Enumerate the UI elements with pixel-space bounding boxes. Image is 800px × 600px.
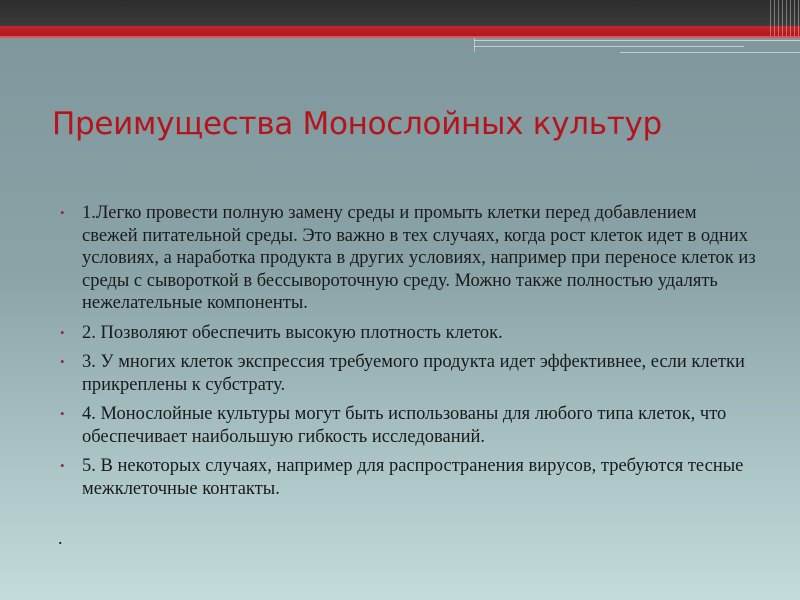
list-item	[56, 403, 756, 448]
header-accent-line	[0, 36, 800, 38]
list-item-text: 2. Позволяют обеспечить высокую плотность клеток.	[82, 322, 503, 343]
list-item	[56, 351, 756, 396]
bullet-icon: •	[60, 324, 65, 340]
list-item-text: 4. Монослойные культуры могут быть использованы для любого типа клеток, что обеспечивает наибольшую гибкость исследований.	[82, 404, 727, 447]
trailing-text: .	[58, 528, 63, 548]
decor-line	[620, 52, 800, 53]
list-item	[56, 202, 756, 315]
bullet-icon: •	[60, 354, 65, 369]
header-pinstripes	[770, 0, 800, 36]
list-item-text: 1.Легко провести полную замену среды и промыть клетки перед добавлением свежей питательной среды. Это важно в тех случаях, когда рост клеток идет в одних условиях, а наработка продукта в других условиях, например при переносе клеток из среды с сывороткой в бессывороточную среду. Можно также полностью удалять нежелательные компоненты.	[82, 203, 756, 313]
list-item-text: 3. У многих клеток экспрессия требуемого продукта идет эффективнее, если клетки прикреплены к субстрату.	[82, 352, 745, 395]
decor-line	[474, 40, 800, 41]
header-dark-band	[0, 0, 800, 26]
bullet-icon: •	[60, 205, 65, 220]
list-item	[56, 455, 756, 500]
bullet-list	[56, 202, 756, 507]
bullet-icon: •	[60, 458, 65, 473]
list-item-text: 5. В некоторых случаях, например для распространения вирусов, требуются тесные межклеточные контакты.	[82, 456, 744, 499]
list-item	[56, 322, 756, 345]
decor-vertical-line	[474, 38, 475, 52]
bullet-icon: •	[60, 406, 65, 421]
slide-title: Преимущества Монослойных культур	[52, 106, 662, 142]
decor-line	[474, 46, 744, 47]
